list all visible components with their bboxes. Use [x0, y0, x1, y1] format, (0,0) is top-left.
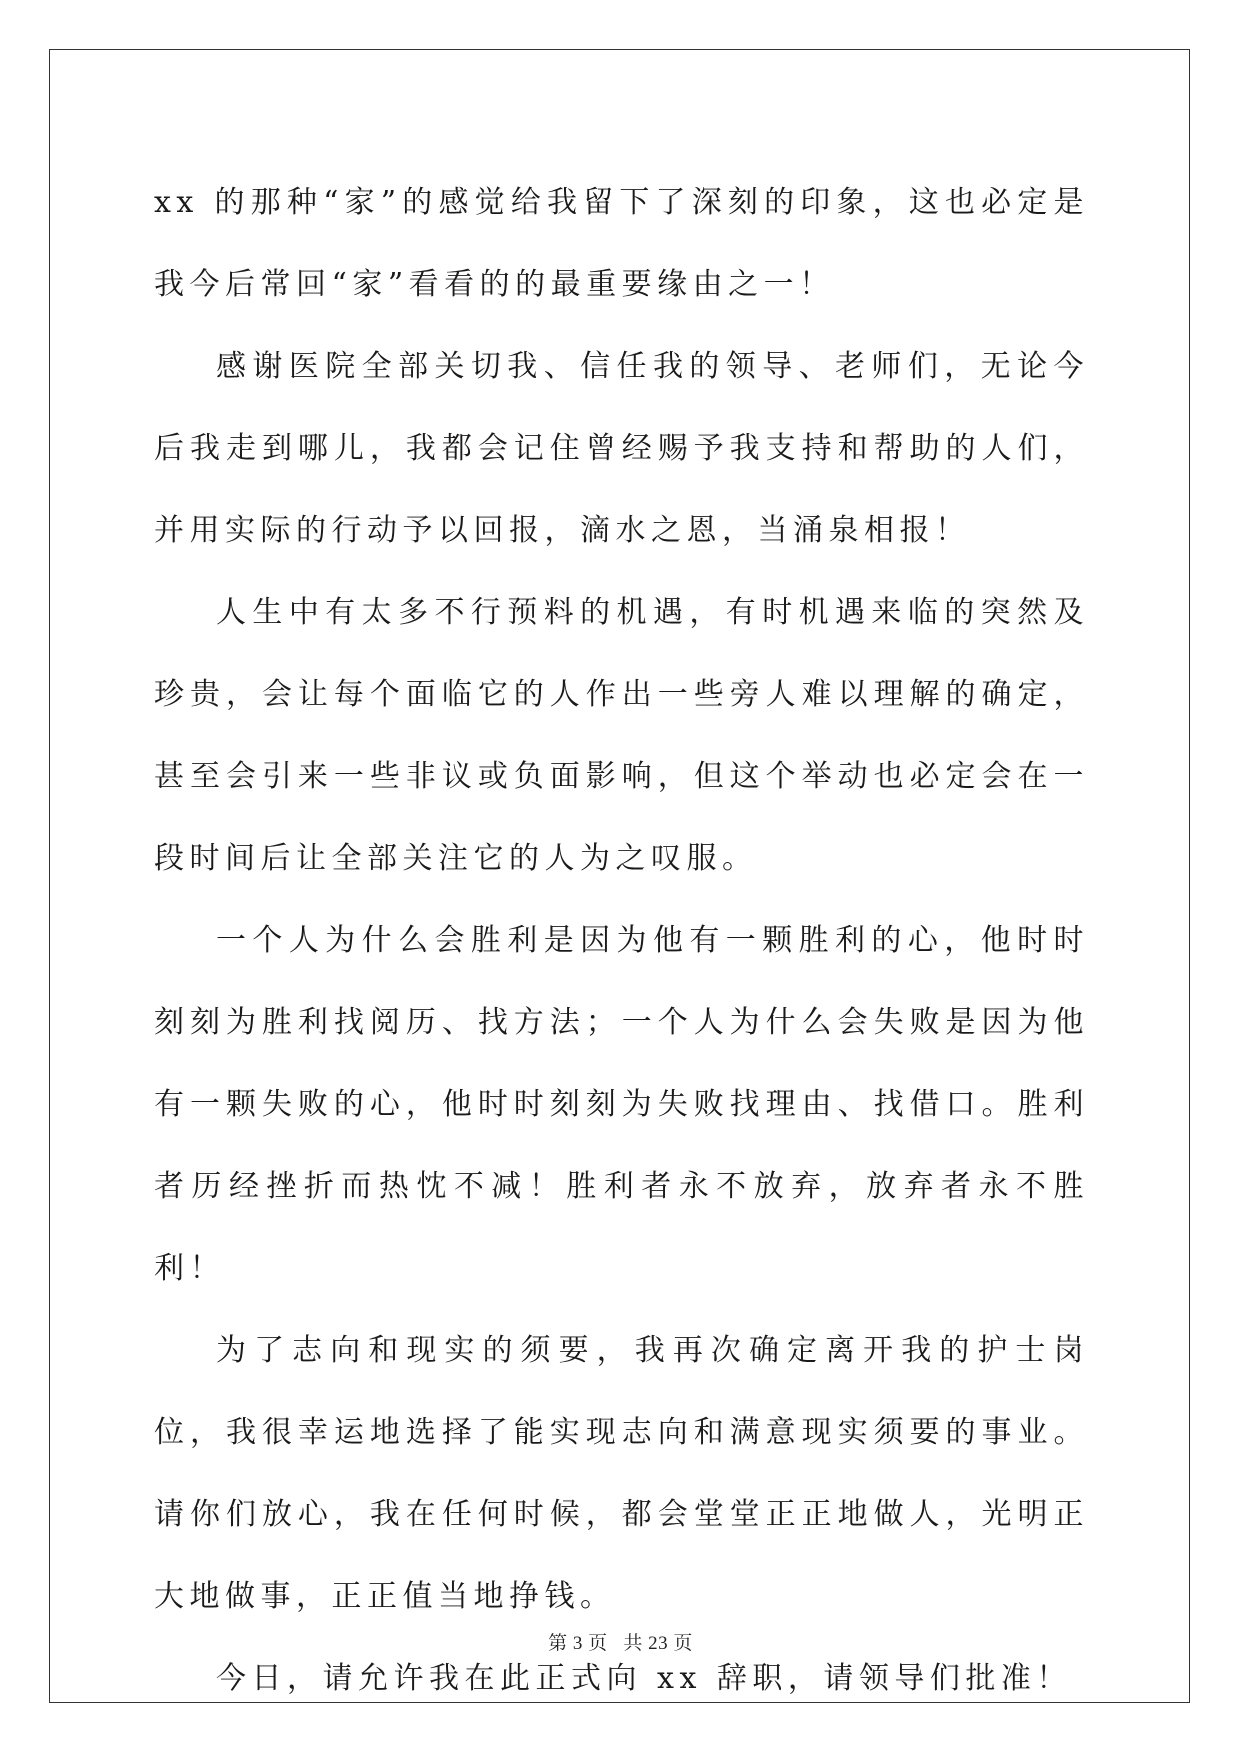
paragraph-2: 感谢医院全部关切我、信任我的领导、老师们，无论今后我走到哪儿，我都会记住曾经赐予我支持和帮助的人们，并用实际的行动予以回报，滴水之恩，当涌泉相报！ — [154, 349, 1089, 548]
paragraph-4: 一个人为什么会胜利是因为他有一颗胜利的心，他时时刻刻为胜利找阅历、找方法；一个人为什么会失败是因为他有一颗失败的心，他时时刻刻为失败找理由、找借口。胜利者历经挫折而热忱不减！胜利者永不放弃，放弃者永不胜利！ — [154, 923, 1089, 1286]
paragraph-6: 今日，请允许我在此正式向 xx 辞职，请领导们批准！ — [216, 1661, 1072, 1696]
paragraph-5: 为了志向和现实的须要，我再次确定离开我的护士岗位，我很幸运地选择了能实现志向和满意现实须要的事业。请你们放心，我在任何时候，都会堂堂正正地做人，光明正大地做事，正正值当地挣钱。 — [154, 1333, 1089, 1614]
page-number: 第 3 页 — [548, 1633, 608, 1654]
document-body — [154, 162, 1089, 1720]
page-total: 共 23 页 — [623, 1633, 693, 1654]
page-footer — [0, 1628, 1241, 1655]
paragraph-1: xx 的那种“家”的感觉给我留下了深刻的印象，这也必定是我今后常回“家”看看的的最重要缘由之一！ — [154, 185, 1089, 302]
paragraph-3: 人生中有太多不行预料的机遇，有时机遇来临的突然及珍贵，会让每个面临它的人作出一些旁人难以理解的确定，甚至会引来一些非议或负面影响，但这个举动也必定会在一段时间后让全部关注它的人为之叹服。 — [154, 595, 1089, 876]
